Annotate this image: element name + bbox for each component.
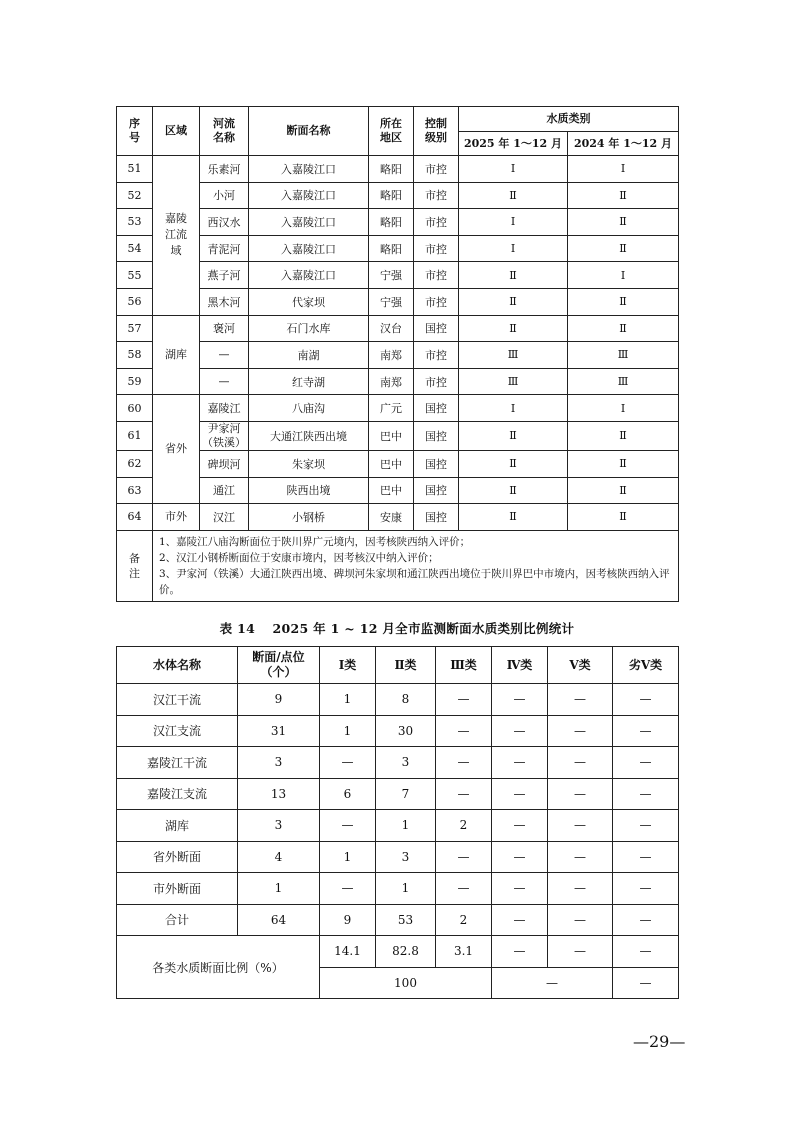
location-cell: 巴中 <box>369 421 414 450</box>
value-cell: 8 <box>376 684 436 716</box>
value-cell: — <box>436 715 492 747</box>
seq-cell: 56 <box>117 288 153 315</box>
ratio-value-cell: — <box>492 936 548 968</box>
location-cell: 略阳 <box>369 182 414 209</box>
quality-2025-cell: Ⅱ <box>459 182 568 209</box>
value-cell: — <box>548 778 613 810</box>
quality-2024-cell: Ⅰ <box>568 262 679 289</box>
location-cell: 巴中 <box>369 477 414 504</box>
quality-2025-cell: Ⅱ <box>459 288 568 315</box>
seq-cell: 53 <box>117 209 153 236</box>
seq-cell: 64 <box>117 504 153 531</box>
section-cell: 入嘉陵江口 <box>249 235 369 262</box>
page-number: —29— <box>633 1032 686 1051</box>
water-body-cell: 嘉陵江干流 <box>117 747 238 779</box>
table-row <box>117 810 679 842</box>
table-caption: 表 14 2025 年 1 ~ 12 月全市监测断面水质类别比例统计 <box>219 621 575 636</box>
ratio-value-cell: — <box>548 936 613 968</box>
location-cell: 略阳 <box>369 209 414 236</box>
control-cell: 市控 <box>414 182 459 209</box>
table-row <box>117 262 679 289</box>
control-cell: 市控 <box>414 368 459 395</box>
river-cell: 褒河 <box>200 315 249 342</box>
section-cell: 小钢桥 <box>249 504 369 531</box>
value-cell: — <box>436 873 492 905</box>
value-cell: — <box>613 873 679 905</box>
river-cell: 西汉水 <box>200 209 249 236</box>
table-row <box>117 841 679 873</box>
value-cell: — <box>320 873 376 905</box>
value-cell: — <box>613 684 679 716</box>
value-cell: 1 <box>376 810 436 842</box>
value-cell: 13 <box>238 778 320 810</box>
ratio-value-cell: 82.8 <box>376 936 436 968</box>
value-cell: — <box>548 715 613 747</box>
section-cell: 红寺湖 <box>249 368 369 395</box>
section-cell: 入嘉陵江口 <box>249 156 369 183</box>
quality-2024-cell: Ⅲ <box>568 368 679 395</box>
quality-2025-cell: Ⅱ <box>459 477 568 504</box>
value-cell: — <box>492 715 548 747</box>
section-cell: 陕西出境 <box>249 477 369 504</box>
value-cell: — <box>492 747 548 779</box>
river-cell: 汉江 <box>200 504 249 531</box>
table-row <box>117 421 679 450</box>
section-cell: 大通江陕西出境 <box>249 421 369 450</box>
table-row <box>117 395 679 422</box>
table-row <box>117 209 679 236</box>
value-cell: — <box>436 684 492 716</box>
river-cell: — <box>200 368 249 395</box>
section-cell: 朱家坝 <box>249 450 369 477</box>
header-seq: 序号 <box>117 107 153 156</box>
value-cell: 4 <box>238 841 320 873</box>
quality-2024-cell: Ⅰ <box>568 156 679 183</box>
ratio-sum-cell: — <box>613 967 679 999</box>
section-cell: 代家坝 <box>249 288 369 315</box>
seq-cell: 57 <box>117 315 153 342</box>
note-line: 2、汉江小钢桥断面位于安康市境内，因考核汉中纳入评价； <box>159 551 439 564</box>
column-header: Ⅴ类 <box>548 647 613 684</box>
quality-2025-cell: Ⅱ <box>459 504 568 531</box>
quality-2025-cell: Ⅱ <box>459 421 568 450</box>
seq-cell: 52 <box>117 182 153 209</box>
value-cell: 9 <box>320 904 376 936</box>
location-cell: 略阳 <box>369 235 414 262</box>
control-cell: 市控 <box>414 262 459 289</box>
notes-content <box>153 530 679 601</box>
value-cell: — <box>548 841 613 873</box>
column-header: 劣Ⅴ类 <box>613 647 679 684</box>
value-cell: 64 <box>238 904 320 936</box>
region-label: 嘉陵江流域 <box>165 212 187 258</box>
river-cell: 小河 <box>200 182 249 209</box>
header-control: 控制级别 <box>414 107 459 156</box>
ratio-row <box>117 936 679 968</box>
value-cell: — <box>613 715 679 747</box>
value-cell: 1 <box>320 841 376 873</box>
value-cell: 3 <box>376 747 436 779</box>
value-cell: — <box>548 810 613 842</box>
seq-cell: 51 <box>117 156 153 183</box>
table-row <box>117 873 679 905</box>
table-row <box>117 747 679 779</box>
river-cell: 青泥河 <box>200 235 249 262</box>
water-body-cell: 嘉陵江支流 <box>117 778 238 810</box>
water-quality-ratio-table <box>116 646 679 999</box>
value-cell: — <box>613 904 679 936</box>
water-body-cell: 湖库 <box>117 810 238 842</box>
river-cell: 尹家河（铁溪） <box>200 421 249 450</box>
value-cell: — <box>613 778 679 810</box>
control-cell: 市控 <box>414 156 459 183</box>
ratio-value-cell: 14.1 <box>320 936 376 968</box>
header-section: 断面名称 <box>249 107 369 156</box>
value-cell: — <box>613 810 679 842</box>
value-cell: 3 <box>376 841 436 873</box>
quality-2025-cell: Ⅱ <box>459 262 568 289</box>
quality-2025-cell: Ⅲ <box>459 342 568 369</box>
value-cell: 1 <box>320 715 376 747</box>
table-row <box>117 504 679 531</box>
location-cell: 略阳 <box>369 156 414 183</box>
value-cell: — <box>320 810 376 842</box>
ratio-label: 各类水质断面比例（%） <box>117 936 320 999</box>
river-cell: 嘉陵江 <box>200 395 249 422</box>
region-cell <box>153 156 200 316</box>
value-cell: — <box>492 810 548 842</box>
seq-cell: 54 <box>117 235 153 262</box>
region-label: 省外 <box>165 442 187 456</box>
region-label: 市外 <box>165 509 187 523</box>
value-cell: — <box>492 841 548 873</box>
river-cell: — <box>200 342 249 369</box>
water-body-cell: 汉江支流 <box>117 715 238 747</box>
table-row <box>117 368 679 395</box>
note-line: 3、尹家河（铁溪）大通江陕西出境、碑坝河朱家坝和通江陕西出境位于陕川界巴中市境内，因考核陕西纳入评价。 <box>159 567 670 596</box>
control-cell: 国控 <box>414 395 459 422</box>
column-header: Ⅲ类 <box>436 647 492 684</box>
value-cell: — <box>492 778 548 810</box>
region-cell <box>153 504 200 531</box>
seq-cell: 60 <box>117 395 153 422</box>
quality-2025-cell: Ⅰ <box>459 395 568 422</box>
column-header: Ⅳ类 <box>492 647 548 684</box>
header-quality-group: 水质类别 <box>459 107 679 132</box>
note-line: 1、嘉陵江八庙沟断面位于陕川界广元境内，因考核陕西纳入评价； <box>159 535 471 548</box>
value-cell: 3 <box>238 810 320 842</box>
notes-row <box>117 530 679 601</box>
ratio-value-cell: 3.1 <box>436 936 492 968</box>
location-cell: 宁强 <box>369 262 414 289</box>
table-row <box>117 342 679 369</box>
value-cell: 2 <box>436 810 492 842</box>
value-cell: — <box>320 747 376 779</box>
quality-2024-cell: Ⅱ <box>568 450 679 477</box>
ratio-sum-cell: — <box>492 967 613 999</box>
value-cell: — <box>548 873 613 905</box>
seq-cell: 62 <box>117 450 153 477</box>
control-cell: 国控 <box>414 421 459 450</box>
river-cell: 通江 <box>200 477 249 504</box>
section-cell: 入嘉陵江口 <box>249 209 369 236</box>
value-cell: — <box>613 747 679 779</box>
table-row <box>117 156 679 183</box>
quality-2025-cell: Ⅱ <box>459 315 568 342</box>
quality-2024-cell: Ⅱ <box>568 477 679 504</box>
table-row <box>117 684 679 716</box>
location-cell: 巴中 <box>369 450 414 477</box>
quality-2025-cell: Ⅰ <box>459 209 568 236</box>
location-cell: 广元 <box>369 395 414 422</box>
control-cell: 市控 <box>414 209 459 236</box>
quality-2024-cell: Ⅱ <box>568 209 679 236</box>
monitoring-sections-table <box>116 106 679 602</box>
section-cell: 石门水库 <box>249 315 369 342</box>
value-cell: — <box>492 904 548 936</box>
column-header: 水体名称 <box>117 647 238 684</box>
control-cell: 国控 <box>414 477 459 504</box>
region-label: 湖库 <box>165 347 187 361</box>
value-cell: — <box>548 684 613 716</box>
quality-2024-cell: Ⅰ <box>568 395 679 422</box>
section-cell: 入嘉陵江口 <box>249 262 369 289</box>
table-row <box>117 904 679 936</box>
location-cell: 安康 <box>369 504 414 531</box>
value-cell: — <box>436 841 492 873</box>
quality-2024-cell: Ⅱ <box>568 504 679 531</box>
table-row <box>117 315 679 342</box>
river-cell: 燕子河 <box>200 262 249 289</box>
seq-cell: 61 <box>117 421 153 450</box>
value-cell: — <box>548 747 613 779</box>
quality-2025-cell: Ⅱ <box>459 450 568 477</box>
column-header: Ⅱ类 <box>376 647 436 684</box>
value-cell: 3 <box>238 747 320 779</box>
table-row <box>117 715 679 747</box>
river-cell: 碑坝河 <box>200 450 249 477</box>
value-cell: 30 <box>376 715 436 747</box>
header-river: 河流名称 <box>200 107 249 156</box>
quality-2024-cell: Ⅲ <box>568 342 679 369</box>
table-row <box>117 477 679 504</box>
region-cell <box>153 395 200 504</box>
quality-2024-cell: Ⅱ <box>568 288 679 315</box>
river-cell: 乐素河 <box>200 156 249 183</box>
value-cell: 6 <box>320 778 376 810</box>
section-cell: 八庙沟 <box>249 395 369 422</box>
location-cell: 南郑 <box>369 368 414 395</box>
value-cell: 1 <box>320 684 376 716</box>
seq-cell: 55 <box>117 262 153 289</box>
value-cell: — <box>548 904 613 936</box>
region-cell <box>153 315 200 395</box>
seq-cell: 63 <box>117 477 153 504</box>
control-cell: 市控 <box>414 235 459 262</box>
table-row <box>117 778 679 810</box>
header-region: 区域 <box>153 107 200 156</box>
quality-2024-cell: Ⅱ <box>568 235 679 262</box>
value-cell: 1 <box>376 873 436 905</box>
water-body-cell: 汉江干流 <box>117 684 238 716</box>
control-cell: 国控 <box>414 315 459 342</box>
column-header: 断面/点位（个） <box>238 647 320 684</box>
table-row <box>117 450 679 477</box>
location-cell: 宁强 <box>369 288 414 315</box>
value-cell: 1 <box>238 873 320 905</box>
river-cell: 黑木河 <box>200 288 249 315</box>
section-cell: 入嘉陵江口 <box>249 182 369 209</box>
location-cell: 南郑 <box>369 342 414 369</box>
header-2025: 2025 年 1～12 月 <box>459 132 568 156</box>
value-cell: — <box>613 841 679 873</box>
notes-label: 备注 <box>117 530 153 601</box>
value-cell: — <box>436 747 492 779</box>
quality-2025-cell: Ⅰ <box>459 235 568 262</box>
table-row <box>117 235 679 262</box>
value-cell: 9 <box>238 684 320 716</box>
location-cell: 汉台 <box>369 315 414 342</box>
ratio-value-cell: — <box>613 936 679 968</box>
value-cell: — <box>492 873 548 905</box>
control-cell: 国控 <box>414 504 459 531</box>
table-row <box>117 288 679 315</box>
quality-2024-cell: Ⅱ <box>568 182 679 209</box>
quality-2024-cell: Ⅱ <box>568 315 679 342</box>
column-header: Ⅰ类 <box>320 647 376 684</box>
section-cell: 南湖 <box>249 342 369 369</box>
value-cell: 53 <box>376 904 436 936</box>
header-location: 所在地区 <box>369 107 414 156</box>
value-cell: 2 <box>436 904 492 936</box>
control-cell: 市控 <box>414 342 459 369</box>
quality-2025-cell: Ⅰ <box>459 156 568 183</box>
value-cell: — <box>436 778 492 810</box>
seq-cell: 58 <box>117 342 153 369</box>
water-body-cell: 省外断面 <box>117 841 238 873</box>
ratio-sum-cell: 100 <box>320 967 492 999</box>
value-cell: 7 <box>376 778 436 810</box>
quality-2025-cell: Ⅲ <box>459 368 568 395</box>
control-cell: 市控 <box>414 288 459 315</box>
quality-2024-cell: Ⅱ <box>568 421 679 450</box>
control-cell: 国控 <box>414 450 459 477</box>
header-2024: 2024 年 1～12 月 <box>568 132 679 156</box>
table-row <box>117 182 679 209</box>
value-cell: 31 <box>238 715 320 747</box>
value-cell: — <box>492 684 548 716</box>
water-body-cell: 市外断面 <box>117 873 238 905</box>
seq-cell: 59 <box>117 368 153 395</box>
water-body-cell: 合计 <box>117 904 238 936</box>
